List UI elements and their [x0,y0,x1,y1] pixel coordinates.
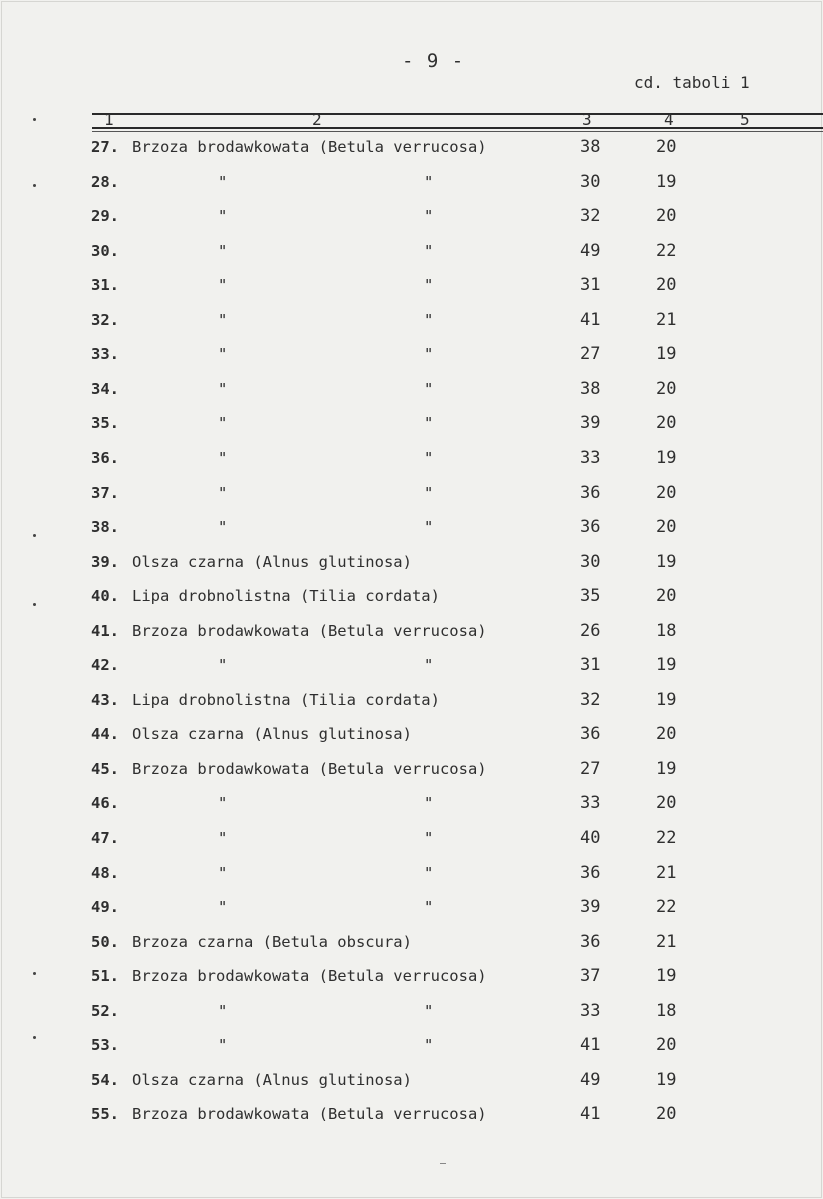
ditto-mark: " [218,863,228,882]
table-row [0,170,823,194]
column-4-value: 19 [656,551,677,572]
ditto-mark: " [424,898,434,917]
column-4-value: 20 [656,1104,677,1125]
column-3-value: 33 [580,1000,601,1021]
table-row [0,861,823,885]
table-row [0,342,823,366]
column-header-4: 4 [664,110,674,129]
row-number: 28. [91,172,119,191]
table-row [0,619,823,643]
ditto-mark: " [424,345,434,364]
row-number: 52. [91,1001,119,1020]
ditto-mark: " [218,276,228,295]
column-4-value: 20 [656,586,677,607]
table-row [0,204,823,228]
species-name: Brzoza brodawkowata (Betula verrucosa) [132,967,487,986]
row-number: 41. [91,621,119,640]
column-3-value: 41 [580,309,601,330]
table-row [0,308,823,332]
margin-dot [33,1036,36,1039]
column-4-value: 19 [656,1069,677,1090]
column-3-value: 30 [580,171,601,192]
table-row [0,722,823,746]
row-number: 42. [91,656,119,675]
column-4-value: 19 [656,758,677,779]
ditto-mark: " [218,656,228,675]
ditto-mark: " [424,829,434,847]
column-4-value: 21 [656,931,677,952]
table-row [0,757,823,781]
species-name: Brzoza brodawkowata (Betula verrucosa) [132,1105,487,1124]
ditto-mark: " [424,1001,434,1020]
table-row [0,446,823,470]
column-3-value: 39 [580,897,601,918]
ditto-mark: " [424,310,434,329]
column-4-value: 21 [656,309,677,330]
column-3-value: 31 [580,655,601,676]
species-name: Olsza czarna (Alnus glutinosa) [132,725,412,744]
table-row [0,930,823,954]
table-row [0,1033,823,1057]
column-4-value: 18 [656,1000,677,1021]
table-row [0,377,823,401]
ditto-mark: " [218,379,228,398]
row-number: 50. [91,932,119,951]
column-header-2: 2 [312,110,322,129]
column-3-value: 39 [580,413,601,434]
column-3-value: 35 [580,586,601,607]
ditto-mark: " [424,518,434,537]
ditto-mark: " [424,276,434,295]
column-4-value: 20 [656,206,677,227]
ditto-mark: " [424,794,434,813]
table-row [0,1068,823,1092]
row-number: 48. [91,863,119,882]
column-3-value: 41 [580,1104,601,1125]
column-4-value: 19 [656,655,677,676]
table-row [0,481,823,505]
row-number: 34. [91,379,119,398]
column-3-value: 38 [580,137,601,157]
row-number: 47. [91,829,119,847]
row-number: 51. [91,967,119,986]
ditto-mark: " [424,448,434,467]
column-3-value: 49 [580,240,601,261]
column-4-value: 22 [656,240,677,261]
table-row [0,826,823,850]
column-4-value: 20 [656,482,677,503]
row-number: 37. [91,483,119,502]
column-3-value: 32 [580,206,601,227]
row-number: 39. [91,552,119,571]
ditto-mark: " [218,483,228,502]
column-4-value: 20 [656,275,677,296]
ditto-mark: " [424,207,434,226]
row-number: 35. [91,414,119,433]
column-header-3: 3 [582,110,592,129]
margin-dot [33,118,36,121]
column-3-value: 30 [580,551,601,572]
table-row [0,653,823,677]
column-3-value: 27 [580,344,601,365]
species-name: Lipa drobnolistna (Tilia cordata) [132,690,440,709]
margin-dot [33,972,36,975]
column-3-value: 36 [580,862,601,883]
species-name: Brzoza brodawkowata (Betula verrucosa) [132,138,487,156]
page-number: - 9 - [402,50,465,72]
ditto-mark: " [424,1036,434,1055]
column-3-value: 36 [580,482,601,503]
column-3-value: 32 [580,689,601,710]
species-name: Olsza czarna (Alnus glutinosa) [132,1070,412,1089]
ditto-mark: " [218,1001,228,1020]
ditto-mark: " [424,414,434,433]
column-header-1: 1 [104,110,114,129]
ditto-mark: " [218,829,228,847]
species-name: Brzoza brodawkowata (Betula verrucosa) [132,759,487,778]
table-continuation-label: cd. taboli 1 [634,73,750,92]
row-number: 32. [91,310,119,329]
table-row [0,135,823,159]
column-4-value: 20 [656,724,677,745]
column-4-value: 20 [656,517,677,538]
row-number: 38. [91,518,119,537]
column-4-value: 20 [656,1035,677,1056]
row-number: 54. [91,1070,119,1089]
row-number: 46. [91,794,119,813]
column-4-value: 19 [656,344,677,365]
column-4-value: 20 [656,793,677,814]
species-name: Brzoza brodawkowata (Betula verrucosa) [132,621,487,640]
ditto-mark: " [424,863,434,882]
ditto-mark: " [218,414,228,433]
ditto-mark: " [218,241,228,260]
row-number: 36. [91,448,119,467]
column-4-value: 19 [656,966,677,987]
ditto-mark: " [424,172,434,191]
column-4-value: 22 [656,897,677,918]
species-name: Lipa drobnolistna (Tilia cordata) [132,587,440,606]
row-number: 49. [91,898,119,917]
table-row [0,688,823,712]
ditto-mark: " [218,172,228,191]
column-4-value: 19 [656,689,677,710]
column-3-value: 36 [580,931,601,952]
table-row [0,584,823,608]
ditto-mark: " [218,794,228,813]
row-number: 29. [91,207,119,226]
species-name: Brzoza czarna (Betula obscura) [132,932,412,951]
column-3-value: 26 [580,620,601,641]
table-header-rule [92,127,823,129]
ditto-mark: " [218,207,228,226]
column-3-value: 36 [580,517,601,538]
table-header-rule-thin [92,131,823,132]
table-row [0,411,823,435]
column-4-value: 20 [656,413,677,434]
column-3-value: 41 [580,1035,601,1056]
table-top-rule [92,113,823,115]
footer-dash [440,1163,446,1164]
column-3-value: 37 [580,966,601,987]
column-3-value: 31 [580,275,601,296]
ditto-mark: " [424,483,434,502]
column-3-value: 38 [580,378,601,399]
column-3-value: 33 [580,793,601,814]
column-4-value: 21 [656,862,677,883]
row-number: 27. [91,138,119,156]
table-row [0,239,823,263]
column-3-value: 33 [580,447,601,468]
column-4-value: 20 [656,137,677,157]
row-number: 30. [91,241,119,260]
table-row [0,1102,823,1126]
column-4-value: 19 [656,171,677,192]
species-name: Olsza czarna (Alnus glutinosa) [132,552,412,571]
row-number: 44. [91,725,119,744]
table-row [0,515,823,539]
column-header-5: 5 [740,110,750,129]
row-number: 53. [91,1036,119,1055]
ditto-mark: " [218,518,228,537]
ditto-mark: " [424,656,434,675]
table-row [0,999,823,1023]
table-row [0,964,823,988]
ditto-mark: " [424,379,434,398]
table-row [0,791,823,815]
table-row [0,273,823,297]
column-3-value: 40 [580,828,601,848]
ditto-mark: " [218,898,228,917]
ditto-mark: " [424,241,434,260]
column-4-value: 19 [656,447,677,468]
table-row [0,895,823,919]
table-row [0,550,823,574]
margin-dot [33,534,36,537]
column-4-value: 22 [656,828,677,848]
row-number: 31. [91,276,119,295]
ditto-mark: " [218,1036,228,1055]
row-number: 45. [91,759,119,778]
row-number: 55. [91,1105,119,1124]
ditto-mark: " [218,310,228,329]
column-3-value: 27 [580,758,601,779]
column-3-value: 36 [580,724,601,745]
column-4-value: 18 [656,620,677,641]
column-3-value: 49 [580,1069,601,1090]
margin-dot [33,184,36,187]
margin-dot [33,603,36,606]
ditto-mark: " [218,448,228,467]
row-number: 40. [91,587,119,606]
row-number: 33. [91,345,119,364]
column-4-value: 20 [656,378,677,399]
row-number: 43. [91,690,119,709]
ditto-mark: " [218,345,228,364]
